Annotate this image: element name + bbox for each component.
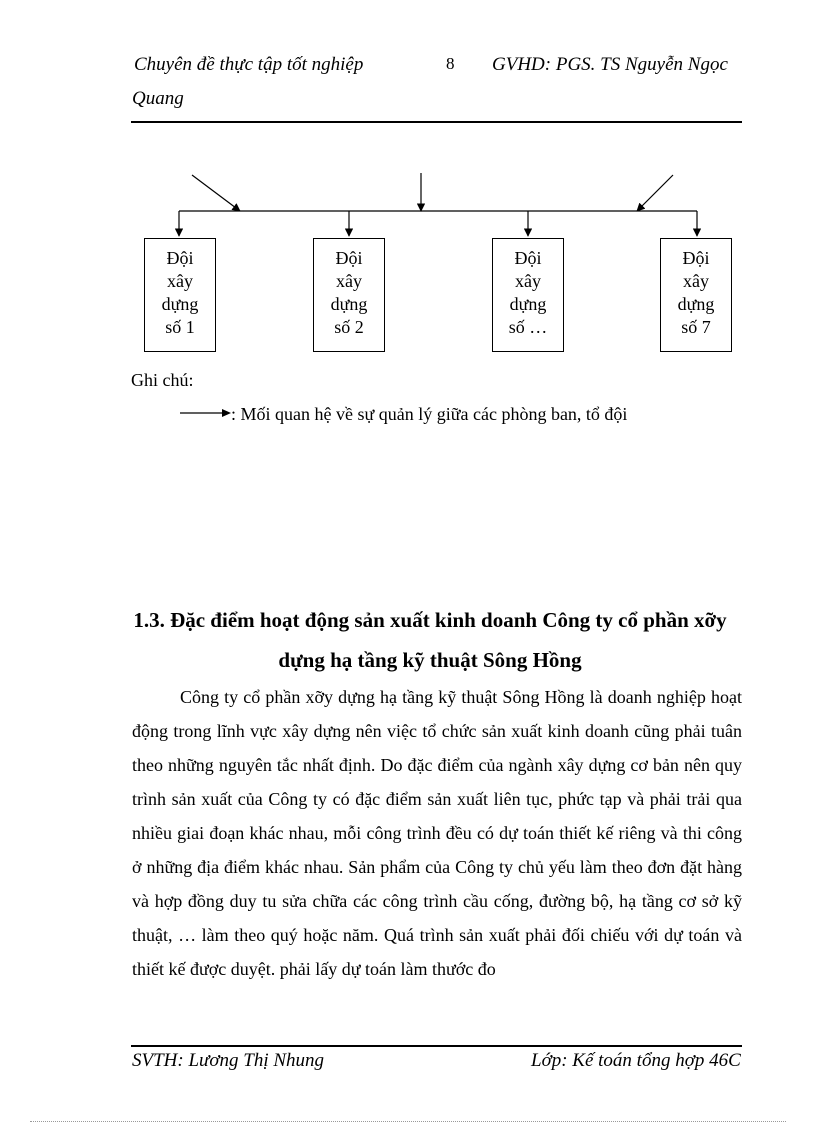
team-3-line-4: số … — [508, 317, 548, 337]
header-title: Chuyên đề thực tập tốt nghiệp — [134, 54, 364, 75]
team-box-2 — [313, 238, 385, 352]
team-1-line-4: số 1 — [165, 317, 195, 337]
team-3-line-3: dựng — [509, 294, 547, 314]
team-2-line-1: Đội — [335, 248, 363, 268]
legend-text: : Mối quan hệ về sự quản lý giữa các phòng ban, tổ đội — [231, 404, 628, 424]
team-4-line-3: dựng — [677, 294, 715, 314]
incoming-arrow-right — [637, 175, 673, 211]
team-4-line-2: xây — [683, 271, 709, 291]
page-edge-dotted — [30, 1121, 786, 1122]
page-number: 8 — [446, 54, 455, 73]
legend-arrow-icon — [180, 406, 232, 420]
footer-class: Lớp: Kế toán tổng hợp 46C — [531, 1050, 741, 1071]
team-1-line-1: Đội — [166, 248, 194, 268]
section-title-line-1: 1.3. Đặc điểm hoạt động sản xuất kinh doanh Công ty cổ phần xỡy — [133, 608, 727, 632]
team-2-line-2: xây — [336, 271, 362, 291]
header-supervisor: GVHD: PGS. TS Nguyễn Ngọc — [492, 54, 728, 75]
team-1-line-2: xây — [167, 271, 193, 291]
team-box-1 — [144, 238, 216, 352]
team-4-line-4: số 7 — [681, 317, 711, 337]
team-box-4 — [660, 238, 732, 352]
section-title-line-2: dựng hạ tầng kỹ thuật Sông Hồng — [278, 648, 582, 672]
team-4-line-1: Đội — [682, 248, 710, 268]
section-paragraph: Công ty cổ phần xỡy dựng hạ tầng kỹ thuật Sông Hồng là doanh nghiệp hoạt động trong lĩnh vực xây dựng nên việc tổ chức sản xuất kinh doanh cũng phải tuân theo những nguyên tắc nhất định. Do đặc điểm của ngành xây dựng cơ bản nên quy trình sản xuất của Công ty có đặc điểm sản xuất liên tục, phức tạp và phải trải qua nhiều giai đoạn khác nhau, mỗi công trình đều có dự toán thiết kế riêng và thi công ở những địa điểm khác nhau. Sản phẩm của Công ty chủ yếu làm theo đơn đặt hàng và hợp đồng duy tu sửa chữa các công trình cầu cống, đường bộ, hạ tầng cơ sở kỹ thuật, … làm theo quý hoặc năm. Quá trình sản xuất phải đối chiếu với dự toán và thiết kế được duyệt. phải lấy dự toán làm thước đo — [132, 687, 742, 979]
team-box-3 — [492, 238, 564, 352]
team-2-line-4: số 2 — [334, 317, 364, 337]
note-title: Ghi chú: — [131, 370, 194, 390]
incoming-arrow-left — [192, 175, 240, 211]
footer-student: SVTH: Lương Thị Nhung — [132, 1050, 325, 1071]
team-3-line-2: xây — [515, 271, 541, 291]
team-3-line-1: Đội — [514, 248, 542, 268]
footer-rule — [131, 1045, 742, 1047]
section-body — [132, 680, 742, 986]
team-2-line-3: dựng — [330, 294, 368, 314]
header-supervisor-cont: Quang — [132, 88, 184, 109]
team-1-line-3: dựng — [161, 294, 199, 314]
